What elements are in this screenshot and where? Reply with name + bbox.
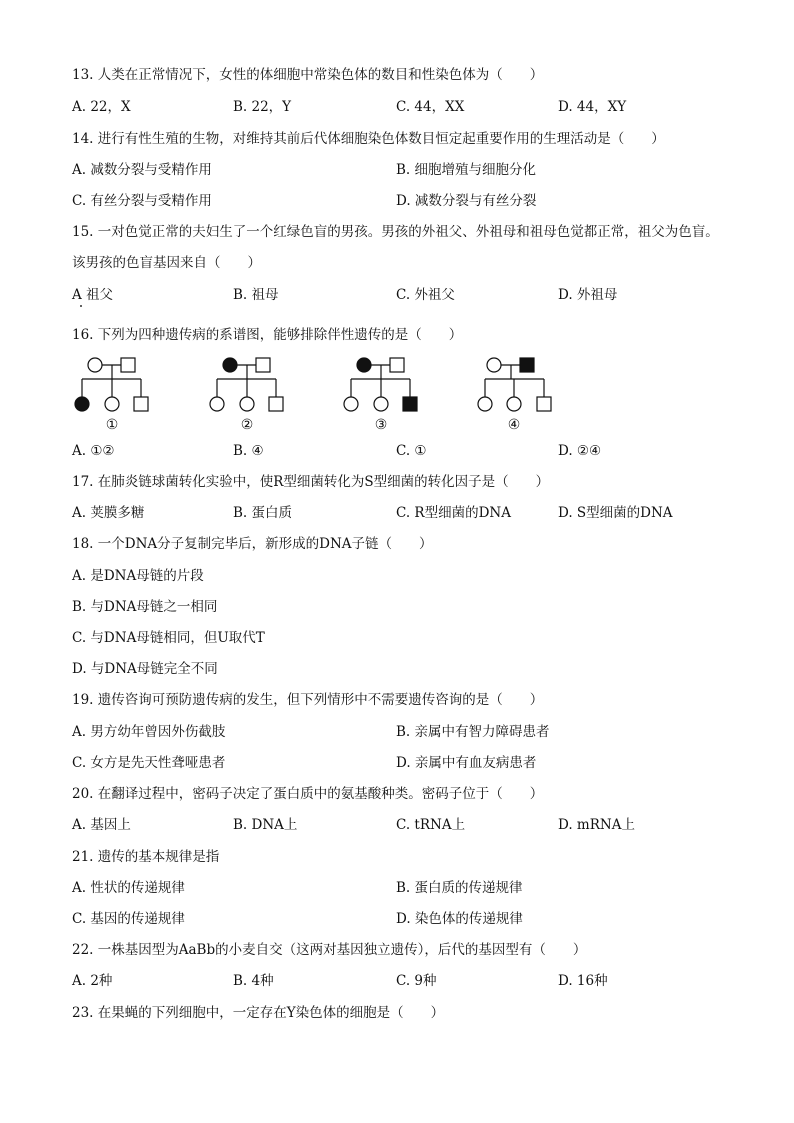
pedigree-3-father	[390, 358, 404, 372]
pedigree-4-daughter-2	[507, 397, 521, 411]
pedigree-4-affected-father	[520, 358, 534, 372]
pedigree-1-affected-daughter	[75, 397, 89, 411]
question-17-option-b[interactable]: B. 蛋白质	[233, 505, 293, 521]
pedigree-1-daughter	[105, 397, 119, 411]
question-22-option-a[interactable]: A. 2种	[72, 973, 113, 989]
question-16-option-c[interactable]: C. ①	[396, 443, 427, 459]
question-22-option-d[interactable]: D. 16种	[558, 973, 608, 989]
question-16-option-d[interactable]: D. ②④	[558, 443, 602, 459]
pedigree-4-mother	[487, 358, 501, 372]
pedigree-1	[75, 358, 148, 411]
question-16-option-a[interactable]: A. ①②	[72, 443, 115, 459]
question-14-option-d[interactable]: D. 减数分裂与有丝分裂	[396, 193, 537, 209]
question-19-option-d[interactable]: D. 亲属中有血友病患者	[396, 755, 537, 771]
pedigree-3	[344, 358, 417, 411]
pedigree-2	[210, 358, 283, 411]
question-16-option-b[interactable]: B. ④	[233, 443, 264, 459]
pedigree-2-daughter-2	[240, 397, 254, 411]
question-21-option-d[interactable]: D. 染色体的传递规律	[396, 911, 523, 927]
question-14-option-a[interactable]: A. 减数分裂与受精作用	[72, 162, 212, 178]
pedigree-1-son	[134, 397, 148, 411]
question-14-stem: 14. 进行有性生殖的生物，对维持其前后代体细胞染色体数目恒定起重要作用的生理活动是（ ）	[72, 131, 665, 147]
pedigree-4	[478, 358, 551, 411]
question-17-option-a[interactable]: A. 荚膜多糖	[72, 505, 145, 521]
question-20-stem: 20. 在翻译过程中，密码子决定了蛋白质中的氨基酸种类。密码子位于（ ）	[72, 786, 544, 802]
pedigree-2-father	[256, 358, 270, 372]
pedigree-figure	[70, 350, 570, 436]
question-17-option-d[interactable]: D. S型细菌的DNA	[558, 505, 673, 521]
pedigree-3-affected-son	[403, 397, 417, 411]
question-22-option-b[interactable]: B. 4种	[233, 973, 274, 989]
question-18-option-c[interactable]: C. 与DNA母链相同，但U取代T	[72, 630, 265, 646]
question-17-stem: 17. 在肺炎链球菌转化实验中，使R型细菌转化为S型细菌的转化因子是（ ）	[72, 474, 550, 490]
pedigree-3-daughter-1	[344, 397, 358, 411]
pedigree-3-label: ③	[374, 417, 388, 433]
question-16-stem: 16. 下列为四种遗传病的系谱图，能够排除伴性遗传的是（ ）	[72, 327, 463, 343]
pedigree-2-label: ②	[240, 417, 254, 433]
pedigree-1-mother	[88, 358, 102, 372]
question-20-option-d[interactable]: D. mRNA上	[558, 817, 635, 833]
question-13-option-b[interactable]: B. 22，Y	[233, 99, 292, 115]
question-19-option-a[interactable]: A. 男方幼年曾因外伤截肢	[72, 724, 226, 740]
question-13-option-d[interactable]: D. 44，XY	[558, 99, 627, 115]
question-21-stem: 21. 遗传的基本规律是指	[72, 849, 220, 865]
question-20-option-a[interactable]: A. 基因上	[72, 817, 131, 833]
pedigree-2-son	[269, 397, 283, 411]
question-19-stem: 19. 遗传咨询可预防遗传病的发生，但下列情形中不需要遗传咨询的是（ ）	[72, 692, 544, 708]
question-18-option-d[interactable]: D. 与DNA母链完全不同	[72, 661, 218, 677]
question-15-option-b[interactable]: B. 祖母	[233, 287, 279, 303]
question-18-option-b[interactable]: B. 与DNA母链之一相同	[72, 599, 218, 615]
question-15-option-a[interactable]: A 祖父	[72, 287, 114, 303]
question-15-stem: 15. 一对色觉正常的夫妇生了一个红绿色盲的男孩。男孩的外祖父、外祖母和祖母色觉都正常，祖父为色盲。该男孩的色盲基因来自（ ）	[72, 224, 719, 271]
question-21-option-b[interactable]: B. 蛋白质的传递规律	[396, 880, 523, 896]
question-15-option-d[interactable]: D. 外祖母	[558, 287, 618, 303]
question-17-option-c[interactable]: C. R型细菌的DNA	[396, 505, 511, 521]
pedigree-4-son	[537, 397, 551, 411]
question-19-option-b[interactable]: B. 亲属中有智力障碍患者	[396, 724, 550, 740]
question-14-option-c[interactable]: C. 有丝分裂与受精作用	[72, 193, 212, 209]
question-23-stem: 23. 在果蝇的下列细胞中，一定存在Y染色体的细胞是（ ）	[72, 1005, 445, 1021]
stray-dot	[80, 305, 82, 307]
question-20-option-b[interactable]: B. DNA上	[233, 817, 298, 833]
question-18-option-a[interactable]: A. 是DNA母链的片段	[72, 568, 204, 584]
pedigree-4-daughter-1	[478, 397, 492, 411]
pedigree-1-label: ①	[105, 417, 119, 433]
pedigree-2-daughter-1	[210, 397, 224, 411]
pedigree-2-affected-mother	[223, 358, 237, 372]
question-18-stem: 18. 一个DNA分子复制完毕后，新形成的DNA子链（ ）	[72, 536, 433, 552]
question-14-option-b[interactable]: B. 细胞增殖与细胞分化	[396, 162, 537, 178]
question-22-option-c[interactable]: C. 9种	[396, 973, 437, 989]
question-13-stem: 13. 人类在正常情况下，女性的体细胞中常染色体的数目和性染色体为（ ）	[72, 67, 544, 83]
pedigree-svg	[70, 350, 570, 436]
question-21-option-c[interactable]: C. 基因的传递规律	[72, 911, 185, 927]
question-21-option-a[interactable]: A. 性状的传递规律	[72, 880, 185, 896]
question-19-option-c[interactable]: C. 女方是先天性聋哑患者	[72, 755, 226, 771]
pedigree-1-father	[121, 358, 135, 372]
pedigree-3-daughter-2	[374, 397, 388, 411]
pedigree-3-affected-mother	[357, 358, 371, 372]
question-13-option-a[interactable]: A. 22，X	[72, 99, 131, 115]
question-22-stem: 22. 一株基因型为AaBb的小麦自交（这两对基因独立遗传），后代的基因型有（ ）	[72, 942, 587, 958]
question-15-option-c[interactable]: C. 外祖父	[396, 287, 455, 303]
question-13-option-c[interactable]: C. 44，XX	[396, 99, 465, 115]
question-20-option-c[interactable]: C. tRNA上	[396, 817, 466, 833]
pedigree-4-label: ④	[507, 417, 521, 433]
